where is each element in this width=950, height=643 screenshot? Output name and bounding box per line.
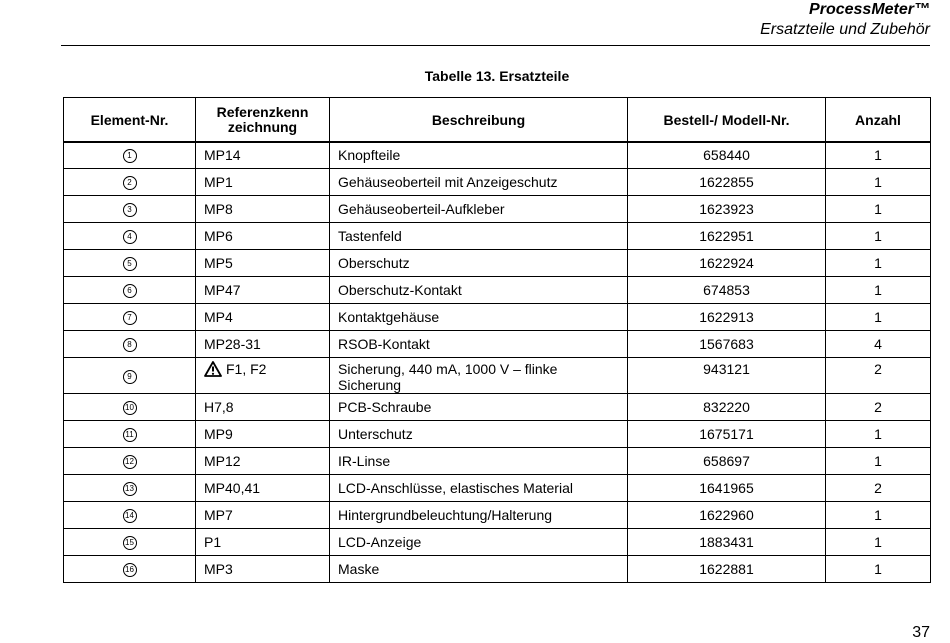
- description-cell: Maske: [330, 556, 628, 583]
- reference-text: MP3: [204, 561, 233, 577]
- header-divider: [61, 45, 930, 46]
- quantity-cell: 2: [826, 358, 931, 394]
- circled-number: 6: [123, 284, 137, 298]
- description-cell: LCD-Anzeige: [330, 529, 628, 556]
- order-number-cell: 658697: [628, 448, 826, 475]
- order-number-cell: 1675171: [628, 421, 826, 448]
- order-number-cell: 1622913: [628, 304, 826, 331]
- page-number: 37: [912, 624, 930, 641]
- table-row: [64, 331, 931, 358]
- reference-text: H7,8: [204, 399, 234, 415]
- element-number-cell: [64, 331, 196, 358]
- order-number-cell: 674853: [628, 277, 826, 304]
- table-row: [64, 142, 931, 169]
- quantity-cell: 1: [826, 421, 931, 448]
- quantity-cell: 1: [826, 529, 931, 556]
- column-header-quantity: Anzahl: [826, 98, 931, 142]
- table-row: [64, 502, 931, 529]
- spare-parts-table: [63, 97, 931, 583]
- quantity-cell: 1: [826, 196, 931, 223]
- table-row: [64, 277, 931, 304]
- description-cell: Unterschutz: [330, 421, 628, 448]
- column-header-element-nr: Element-Nr.: [64, 98, 196, 142]
- description-cell: Tastenfeld: [330, 223, 628, 250]
- order-number-cell: 1622960: [628, 502, 826, 529]
- quantity-cell: 1: [826, 250, 931, 277]
- circled-number: 11: [123, 428, 137, 442]
- reference-cell: [196, 250, 330, 277]
- reference-text: MP8: [204, 201, 233, 217]
- element-number-cell: [64, 421, 196, 448]
- reference-cell: [196, 502, 330, 529]
- reference-cell: [196, 142, 330, 169]
- reference-text: MP1: [204, 174, 233, 190]
- table-row: [64, 475, 931, 502]
- circled-number: 13: [123, 482, 137, 496]
- quantity-cell: 1: [826, 169, 931, 196]
- reference-text: MP4: [204, 309, 233, 325]
- description-cell: Gehäuseoberteil mit Anzeigeschutz: [330, 169, 628, 196]
- table-row: [64, 169, 931, 196]
- table-header-row: [64, 98, 931, 142]
- column-header-order-number: Bestell-/ Modell-Nr.: [628, 98, 826, 142]
- reference-cell: [196, 223, 330, 250]
- element-number-cell: [64, 250, 196, 277]
- table-row: [64, 358, 931, 394]
- quantity-cell: 1: [826, 304, 931, 331]
- order-number-cell: 1622881: [628, 556, 826, 583]
- description-cell: Kontaktgehäuse: [330, 304, 628, 331]
- circled-number: 3: [123, 203, 137, 217]
- circled-number: 2: [123, 176, 137, 190]
- description-cell: RSOB-Kontakt: [330, 331, 628, 358]
- description-cell: PCB-Schraube: [330, 394, 628, 421]
- header-title: ProcessMeter™: [809, 1, 930, 18]
- circled-number: 9: [123, 370, 137, 384]
- order-number-cell: 1623923: [628, 196, 826, 223]
- quantity-cell: 1: [826, 556, 931, 583]
- element-number-cell: [64, 358, 196, 394]
- reference-cell: [196, 529, 330, 556]
- description-cell: Knopfteile: [330, 142, 628, 169]
- quantity-cell: 1: [826, 448, 931, 475]
- order-number-cell: 1567683: [628, 331, 826, 358]
- element-number-cell: [64, 196, 196, 223]
- column-header-reference: Referenzkenn zeichnung: [196, 98, 330, 142]
- table-row: [64, 421, 931, 448]
- element-number-cell: [64, 448, 196, 475]
- element-number-cell: [64, 394, 196, 421]
- order-number-cell: 1641965: [628, 475, 826, 502]
- table-body: [64, 142, 931, 583]
- description-cell: Oberschutz-Kontakt: [330, 277, 628, 304]
- reference-cell: [196, 196, 330, 223]
- order-number-cell: 1622924: [628, 250, 826, 277]
- reference-cell: [196, 169, 330, 196]
- description-cell: Sicherung, 440 mA, 1000 V – flinke Sicherung: [330, 358, 628, 394]
- order-number-cell: 658440: [628, 142, 826, 169]
- reference-cell: [196, 475, 330, 502]
- reference-cell: [196, 304, 330, 331]
- circled-number: 4: [123, 230, 137, 244]
- table-row: [64, 529, 931, 556]
- circled-number: 7: [123, 311, 137, 325]
- description-cell: Gehäuseoberteil-Aufkleber: [330, 196, 628, 223]
- reference-text: MP5: [204, 255, 233, 271]
- circled-number: 8: [123, 338, 137, 352]
- reference-cell: [196, 421, 330, 448]
- circled-number: 10: [123, 401, 137, 415]
- reference-text: MP7: [204, 507, 233, 523]
- reference-text: MP47: [204, 282, 241, 298]
- header-subtitle: Ersatzteile und Zubehör: [760, 21, 930, 38]
- quantity-cell: 2: [826, 475, 931, 502]
- circled-number: 5: [123, 257, 137, 271]
- circled-number: 15: [123, 536, 137, 550]
- order-number-cell: 1622951: [628, 223, 826, 250]
- element-number-cell: [64, 556, 196, 583]
- reference-cell: [196, 448, 330, 475]
- reference-cell: [196, 394, 330, 421]
- order-number-cell: 832220: [628, 394, 826, 421]
- reference-text: MP9: [204, 426, 233, 442]
- reference-cell: [196, 331, 330, 358]
- table-row: [64, 196, 931, 223]
- circled-number: 1: [123, 149, 137, 163]
- element-number-cell: [64, 304, 196, 331]
- reference-text: MP6: [204, 228, 233, 244]
- reference-text: F1, F2: [226, 361, 267, 377]
- table-row: [64, 223, 931, 250]
- table-row: [64, 250, 931, 277]
- reference-text: MP14: [204, 147, 241, 164]
- element-number-cell: [64, 475, 196, 502]
- description-cell: LCD-Anschlüsse, elastisches Material: [330, 475, 628, 502]
- element-number-cell: [64, 223, 196, 250]
- circled-number: 16: [123, 563, 137, 577]
- order-number-cell: 943121: [628, 358, 826, 394]
- quantity-cell: 1: [826, 223, 931, 250]
- quantity-cell: 1: [826, 502, 931, 529]
- element-number-cell: [64, 529, 196, 556]
- quantity-cell: 4: [826, 331, 931, 358]
- reference-text: MP12: [204, 453, 241, 469]
- circled-number: 12: [123, 455, 137, 469]
- description-cell: Oberschutz: [330, 250, 628, 277]
- table-row: [64, 448, 931, 475]
- reference-text: MP40,41: [204, 480, 261, 496]
- description-cell: IR-Linse: [330, 448, 628, 475]
- quantity-cell: 1: [826, 142, 931, 169]
- element-number-cell: [64, 502, 196, 529]
- element-number-cell: [64, 277, 196, 304]
- warning-icon: [204, 361, 222, 377]
- order-number-cell: 1622855: [628, 169, 826, 196]
- quantity-cell: 2: [826, 394, 931, 421]
- reference-cell: [196, 358, 330, 394]
- reference-text: MP28-31: [204, 336, 261, 352]
- element-number-cell: [64, 169, 196, 196]
- table-row: [64, 394, 931, 421]
- circled-number: 14: [123, 509, 137, 523]
- table-row: [64, 304, 931, 331]
- order-number-cell: 1883431: [628, 529, 826, 556]
- table-row: [64, 556, 931, 583]
- table-caption: Tabelle 13. Ersatzteile: [424, 68, 570, 84]
- element-number-cell: [64, 142, 196, 169]
- quantity-cell: 1: [826, 277, 931, 304]
- column-header-description: Beschreibung: [330, 98, 628, 142]
- reference-cell: [196, 277, 330, 304]
- description-cell: Hintergrundbeleuchtung/Halterung: [330, 502, 628, 529]
- reference-cell: [196, 556, 330, 583]
- reference-text: P1: [204, 534, 222, 550]
